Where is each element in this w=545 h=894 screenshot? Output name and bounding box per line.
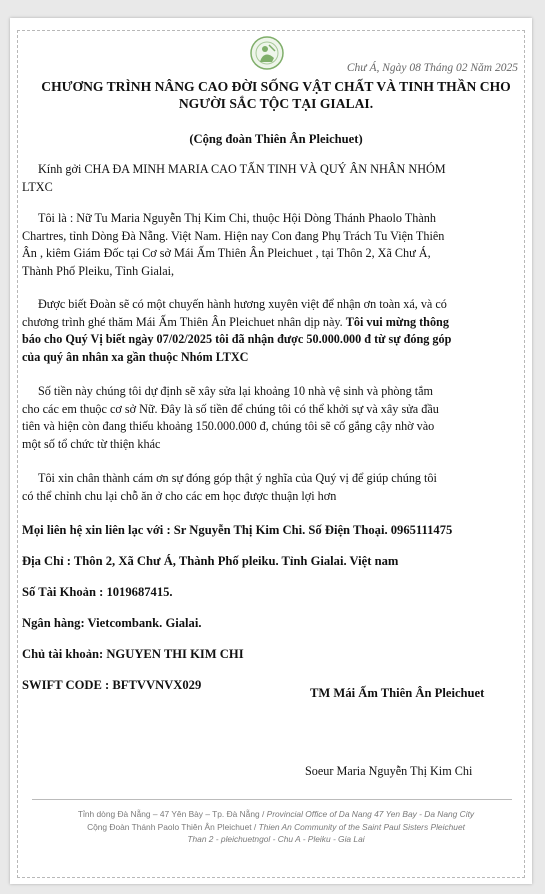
footer-line [22, 821, 530, 834]
footer-line: Than 2 - pleichuetngol - Chu A - Pleiku - Gia Lai [187, 834, 365, 844]
plan-line: Số tiền này chúng tôi dự định sẽ xây sửa lại khoảng 10 nhà vệ sinh và phòng tắm [38, 384, 434, 398]
news-line [22, 314, 528, 332]
footer-text-en: Provincial Office of Da Nang 47 Yen Bay - Da Nang City [264, 809, 475, 819]
news-paragraph [22, 296, 528, 366]
bank-name: Ngân hàng: Vietcombank. Gialai. [22, 616, 202, 630]
intro-line: Thành Phố Pleiku, Tỉnh Gialai, [22, 263, 175, 278]
footer-text-en: Thien An Community of the Saint Paul Sisters Pleichuet [256, 821, 465, 832]
plan-line: tiên và hiện còn đang thiếu khoảng 150.000.000 đ, chúng tôi sẽ cố gắng cậy nhờ vào [22, 419, 435, 433]
address-info: Địa Chỉ : Thôn 2, Xã Chư Á, Thành Phố pleiku. Tỉnh Gialai. Việt nam [22, 554, 399, 568]
letterhead-footer [22, 808, 530, 846]
swift-code: SWIFT CODE : BFTVVNVX029 [22, 678, 202, 692]
page-border [17, 30, 525, 878]
greeting-line: LTXC [22, 179, 53, 194]
community-emblem-logo [250, 36, 284, 70]
account-number: Số Tài Khoản : 1019687415. [22, 585, 173, 599]
intro-line: Tôi là : Nữ Tu Maria Nguyễn Thị Kim Chi, thuộc Hội Dòng Thánh Phaolo Thành [38, 211, 436, 225]
news-line-text: chương trình ghé thăm Mái Ấm Thiên Ân Pleichuet nhân dịp này. [22, 314, 346, 329]
plan-paragraph [22, 383, 528, 453]
document-title [22, 78, 530, 112]
greeting-line: Kính gởi CHA ĐA MINH MARIA CAO TẤN TINH VÀ QUÝ ÂN NHÂN NHÓM [38, 162, 446, 176]
account-holder: Chủ tài khoản: NGUYEN THI KIM CHI [22, 647, 244, 661]
footer-line [22, 808, 530, 821]
intro-line: Ân , kiêm Giám Đốc tại Cơ sở Mái Ấm Thiên Ân Pleichuet , tại Thôn 2, Xã Chư Á, [22, 246, 431, 260]
letter-date: Chư Á, Ngày 08 Tháng 02 Năm 2025 [346, 62, 518, 74]
news-line-highlight: Tôi vui mừng thông [345, 314, 449, 329]
thanks-paragraph [22, 470, 528, 505]
title-line-2: NGƯỜI SẮC TỘC TẠI GIALAI. [178, 96, 374, 111]
contact-info: Mọi liên hệ xin liên lạc với : Sr Nguyễn Thị Kim Chi. Số Điện Thoại. 0965111475 [22, 523, 453, 537]
news-line-highlight: báo cho Quý Vị biết ngày 07/02/2025 tôi đã nhận được 50.000.000 đ từ sự đóng góp [22, 332, 452, 346]
news-line-highlight: của quý ân nhân xa gần thuộc Nhóm LTXC [22, 349, 249, 364]
title-line-1: CHƯƠNG TRÌNH NÂNG CAO ĐỜI SỐNG VẬT CHẤT VÀ TINH THẦN CHO [41, 79, 511, 94]
plan-line: cho các em thuộc cơ sở Nữ. Đây là số tiền để chúng tôi có thể khởi sự và xây sửa đầu [22, 401, 439, 416]
footer-text: Tỉnh dòng Đà Nẵng – 47 Yên Bày – Tp. Đà Nẵng / [77, 809, 265, 819]
greeting-paragraph [22, 161, 528, 196]
thanks-line: có thể chỉnh chu lại chỗ ăn ở cho các em học được thuận lợi hơn [22, 488, 337, 503]
news-line: Được biết Đoàn sẽ có một chuyến hành hương xuyên việt để nhận ơn toàn xá, và có [38, 297, 447, 311]
footer-text: Cộng Đoàn Thánh Paolo Thiên Ân Pleichuet / [87, 821, 257, 832]
letter-page [10, 18, 532, 884]
intro-line: Chartres, tỉnh Dòng Đà Nẵng. Việt Nam. Hiện nay Con đang Phụ Trách Tu Viện Thiên [22, 228, 445, 243]
plan-line: một số tổ chức từ thiện khác [22, 436, 161, 451]
intro-paragraph [22, 210, 528, 280]
signature-name: Soeur Maria Nguyễn Thị Kim Chi [305, 764, 473, 778]
signature-organization: TM Mái Ấm Thiên Ân Pleichuet [310, 686, 485, 700]
document-subtitle: (Cộng đoàn Thiên Ân Pleichuet) [189, 132, 363, 146]
footer-divider [32, 799, 512, 800]
thanks-line: Tôi xin chân thành cám ơn sự đóng góp thật ý nghĩa của Quý vị để giúp chúng tôi [38, 471, 437, 485]
